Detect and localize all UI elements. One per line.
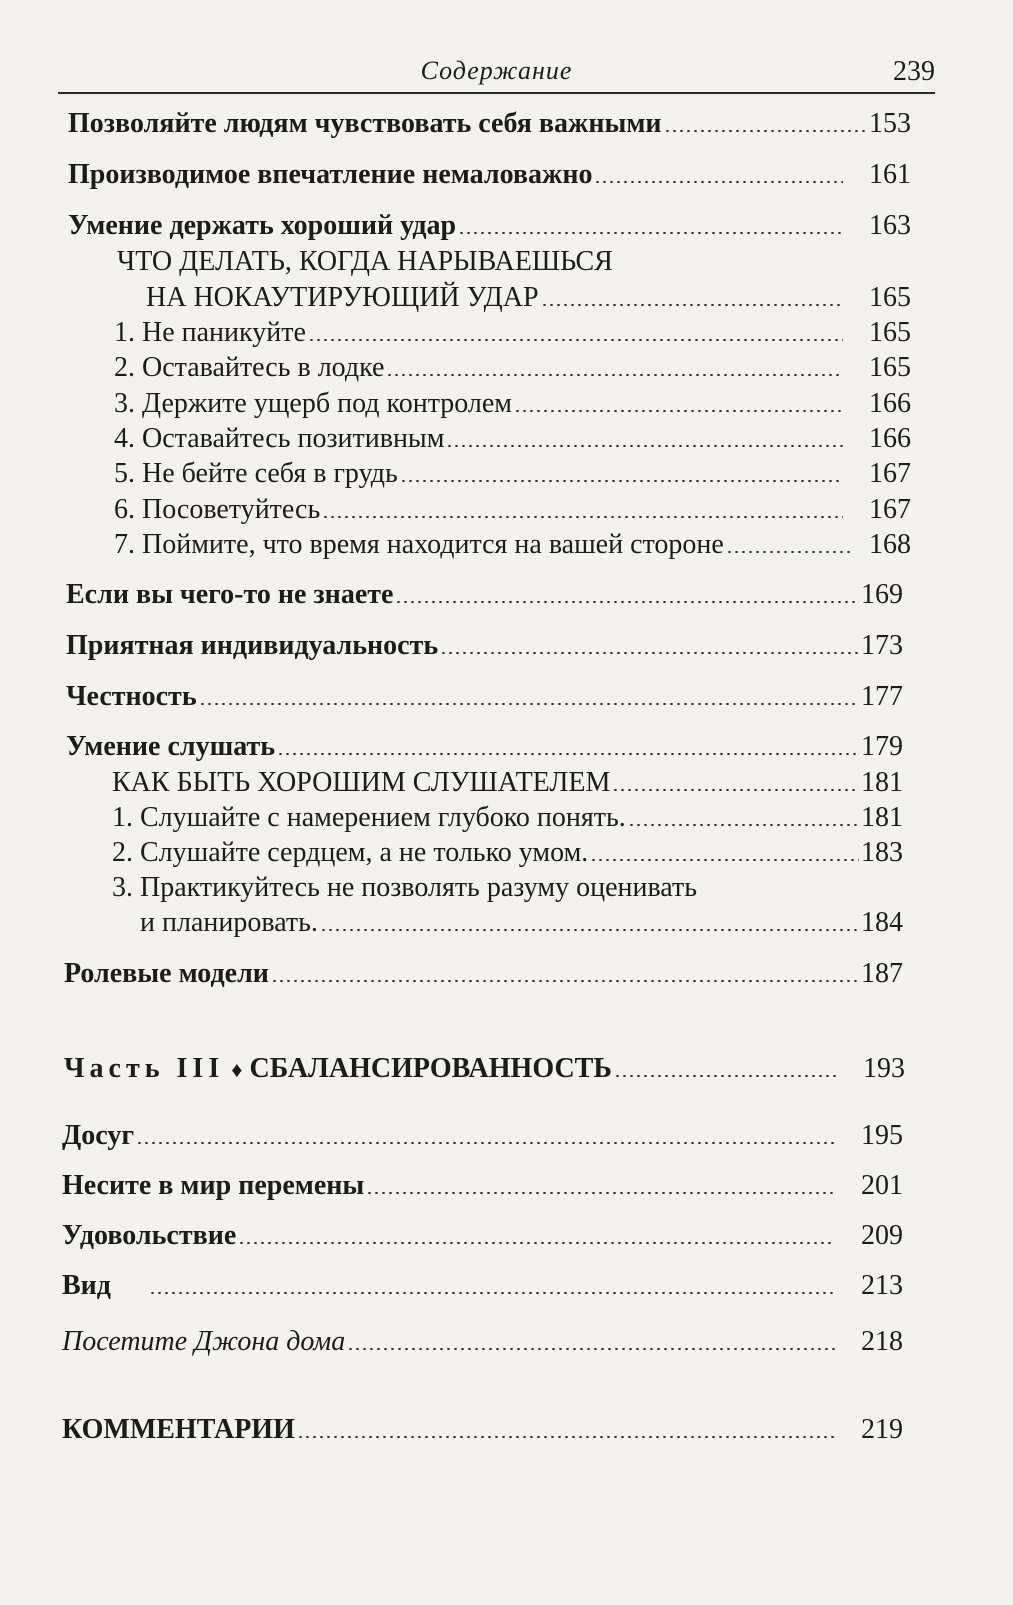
toc-leader-dots <box>664 130 867 132</box>
diamond-icon: ♦ <box>231 1057 243 1082</box>
toc-entry-label: Досуг <box>62 1120 135 1151</box>
toc-entry-label: Позволяйте людям чувствовать себя важными <box>68 108 662 139</box>
toc-leader-dots <box>395 601 859 603</box>
part-number: Часть III <box>64 1053 225 1084</box>
toc-entry-label: 2. Оставайтесь в лодке <box>114 352 385 383</box>
toc-leader-dots <box>458 232 843 234</box>
toc-entry-label: КОММЕНТАРИИ <box>62 1414 295 1445</box>
toc-entry-page: 195 <box>861 1120 903 1151</box>
toc-entry-label: Производимое впечатление немаловажно <box>68 159 593 190</box>
running-header <box>58 50 935 92</box>
toc-entry[interactable] <box>146 282 911 314</box>
toc-entry-page: 219 <box>861 1414 903 1445</box>
toc-entry[interactable] <box>112 802 903 834</box>
toc-entry[interactable] <box>66 630 903 662</box>
toc-entry-label: Умение держать хороший удар <box>68 210 457 241</box>
toc-entry-page: 166 <box>869 388 911 419</box>
running-header-title: Содержание <box>420 56 573 85</box>
toc-entry-label: Честность <box>66 681 197 712</box>
toc-entry-label: 2. Слушайте сердцем, а не только умом. <box>112 837 589 868</box>
toc-entry-page: 183 <box>861 837 903 868</box>
toc-entry-page: 169 <box>861 579 903 610</box>
toc-entry-page: 193 <box>863 1053 905 1084</box>
toc-leader-dots <box>514 410 843 412</box>
toc-entry-label: Если вы чего-то не знаете <box>66 579 394 610</box>
toc-leader-dots <box>386 374 843 376</box>
toc-entry-label: Ролевые модели <box>64 958 269 989</box>
toc-entry[interactable] <box>64 958 903 990</box>
page-number: 239 <box>893 56 935 87</box>
toc-subheading-line1: ЧТО ДЕЛАТЬ, КОГДА НАРЫВАЕШЬСЯ <box>117 246 613 277</box>
toc-entry[interactable] <box>68 159 911 191</box>
toc-entry-page: 165 <box>869 317 911 348</box>
toc-entry[interactable] <box>62 1170 903 1202</box>
toc-leader-dots <box>612 789 859 791</box>
toc-entry[interactable] <box>68 210 911 242</box>
toc-entry-label-line1: 3. Практикуйтесь не позволять разуму оценивать <box>112 872 698 903</box>
toc-entry-page: 161 <box>869 159 911 190</box>
toc-entry[interactable] <box>62 1220 903 1252</box>
toc-leader-dots <box>149 1292 835 1294</box>
toc-leader-dots <box>271 980 859 982</box>
toc-entry-page: 179 <box>861 731 903 762</box>
toc-entry-page: 209 <box>861 1220 903 1251</box>
toc-entry-page: 167 <box>869 494 911 525</box>
toc-leader-dots <box>400 480 843 482</box>
toc-entry-label: 4. Оставайтесь позитивным <box>114 423 445 454</box>
toc-entry-label: 1. Слушайте с намерением глубоко понять. <box>112 802 626 833</box>
toc-leader-dots <box>347 1348 835 1350</box>
toc-leader-dots <box>594 181 843 183</box>
toc-entry-label: 6. Посоветуйтесь <box>114 494 321 525</box>
toc-entry-label: 3. Держите ущерб под контролем <box>114 388 513 419</box>
toc-entry[interactable] <box>114 458 911 490</box>
toc-entry[interactable] <box>68 108 911 140</box>
toc-leader-dots <box>628 824 859 826</box>
header-rule <box>58 92 935 94</box>
toc-entry-page: 166 <box>869 423 911 454</box>
toc-entry-label: 5. Не бейте себя в грудь <box>114 458 398 489</box>
toc-entry[interactable] <box>114 494 911 526</box>
toc-entry-label: Умение слушать <box>66 731 276 762</box>
toc-leader-dots <box>297 1436 835 1438</box>
toc-leader-dots <box>614 1075 837 1077</box>
toc-entry[interactable] <box>114 352 911 384</box>
toc-entry-page: 168 <box>869 529 911 560</box>
toc-entry-label: 1. Не паникуйте <box>114 317 306 348</box>
toc-entry[interactable] <box>112 767 903 799</box>
toc-leader-dots <box>446 445 843 447</box>
toc-entry-page: 163 <box>869 210 911 241</box>
toc-entry-label: 7. Поймите, что время находится на вашей стороне <box>114 529 724 560</box>
toc-leader-dots <box>308 339 843 341</box>
toc-entry-page: 153 <box>869 108 911 139</box>
toc-leader-dots <box>541 304 843 306</box>
toc-leader-dots <box>726 551 853 553</box>
toc-leader-dots <box>199 703 859 705</box>
toc-entry-label: Вид <box>62 1270 111 1301</box>
toc-part-label <box>64 1053 612 1085</box>
toc-entry[interactable] <box>62 1414 903 1446</box>
toc-entry-label: Посетите Джона дома <box>62 1326 346 1357</box>
toc-entry[interactable] <box>114 423 911 455</box>
toc-leader-dots <box>590 859 859 861</box>
toc-entry[interactable] <box>66 681 903 713</box>
toc-entry[interactable] <box>62 1120 903 1152</box>
toc-leader-dots <box>136 1142 835 1144</box>
toc-leader-dots <box>322 516 843 518</box>
toc-entry-label: НА НОКАУТИРУЮЩИЙ УДАР <box>146 282 539 313</box>
toc-leader-dots <box>238 1242 835 1244</box>
toc-entry[interactable] <box>140 907 903 939</box>
toc-entry[interactable] <box>66 579 903 611</box>
toc-entry-page: 181 <box>861 802 903 833</box>
toc-part-entry[interactable] <box>64 1053 905 1085</box>
toc-entry-label: КАК БЫТЬ ХОРОШИМ СЛУШАТЕЛЕМ <box>112 767 611 798</box>
toc-leader-dots <box>320 929 859 931</box>
toc-entry-page: 187 <box>861 958 903 989</box>
toc-leader-dots <box>440 652 859 654</box>
toc-leader-dots <box>277 753 859 755</box>
toc-entry[interactable] <box>112 837 903 869</box>
toc-entry[interactable] <box>114 317 911 349</box>
toc-entry-page: 165 <box>869 352 911 383</box>
toc-entry-label: Несите в мир перемены <box>62 1170 365 1201</box>
part-title: СБАЛАНСИРОВАННОСТЬ <box>249 1053 612 1084</box>
toc-leader-dots <box>366 1192 835 1194</box>
toc-entry[interactable] <box>114 529 911 561</box>
toc-entry-page: 218 <box>861 1326 903 1357</box>
toc-entry-label: и планировать. <box>140 907 318 938</box>
toc-entry-page: 167 <box>869 458 911 489</box>
toc-entry[interactable] <box>66 731 903 763</box>
toc-entry-page: 201 <box>861 1170 903 1201</box>
toc-entry-page: 181 <box>861 767 903 798</box>
toc-entry-page: 173 <box>861 630 903 661</box>
toc-entry-page: 165 <box>869 282 911 313</box>
toc-entry-label: Удовольствие <box>62 1220 237 1251</box>
toc-entry-page: 177 <box>861 681 903 712</box>
toc-entry-page: 213 <box>861 1270 903 1301</box>
toc-entry[interactable] <box>62 1326 903 1358</box>
toc-entry-label: Приятная индивидуальность <box>66 630 439 661</box>
toc-entry[interactable] <box>114 388 911 420</box>
toc-entry-page: 184 <box>861 907 903 938</box>
toc-entry[interactable] <box>62 1270 903 1302</box>
